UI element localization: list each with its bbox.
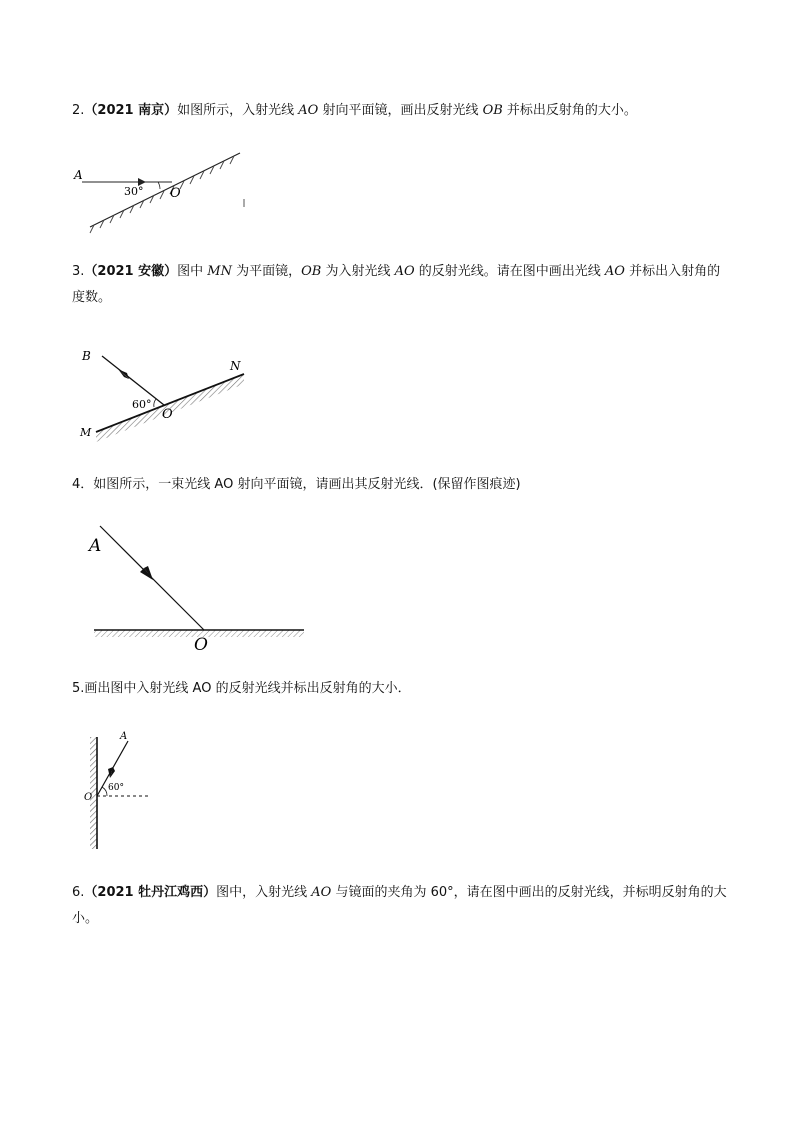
label-a: A	[120, 731, 128, 742]
question-number: 6.	[72, 885, 85, 900]
question-6: 6.（2021 牡丹江鸡西）图中，入射光线 AO 与镜面的夹角为 60°，请在图中画出的反射光线，并标明反射角的大小。	[72, 885, 727, 926]
question-3: 3.（2021 安徽）图中 MN 为平面镜，OB 为入射光线 AO 的反射光线。请在图中画出光线 AO 并标出入射角的度数。	[72, 264, 721, 305]
angle-label: 30°	[124, 185, 144, 198]
label-o: O	[194, 635, 208, 655]
question-source: （2021 牡丹江鸡西）	[84, 885, 217, 900]
label-m: M	[80, 426, 92, 439]
question-number: 3.	[72, 264, 85, 279]
question-2: 2.（2021 南京）如图所示，入射光线 AO 射向平面镜，画出反射光线 OB 并标出反射角的大小。	[72, 103, 637, 118]
question-number: 2.	[72, 103, 85, 118]
label-a: A	[89, 536, 102, 556]
question-5: 5.画出图中入射光线 AO 的反射光线并标出反射角的大小．	[72, 681, 411, 696]
question-4: 4．如图所示，一束光线 AO 射向平面镜，请画出其反射光线．(保留作图痕迹)	[72, 477, 521, 492]
label-o: O	[84, 792, 93, 803]
question-source: （2021 南京）	[84, 103, 178, 118]
label-o: O	[170, 186, 181, 201]
angle-label: 60°	[132, 398, 152, 411]
figure-q5	[80, 725, 180, 855]
label-o: O	[162, 407, 173, 422]
label-n: N	[230, 359, 241, 373]
figure-q4	[82, 520, 307, 655]
question-number: 5.	[72, 681, 85, 696]
question-number: 4．	[72, 477, 94, 492]
label-b: B	[82, 349, 91, 363]
label-a: A	[74, 168, 83, 182]
figure-q2	[70, 145, 260, 235]
question-source: （2021 安徽）	[84, 264, 178, 279]
angle-label: 60°	[108, 783, 124, 793]
figure-q3	[74, 340, 264, 445]
